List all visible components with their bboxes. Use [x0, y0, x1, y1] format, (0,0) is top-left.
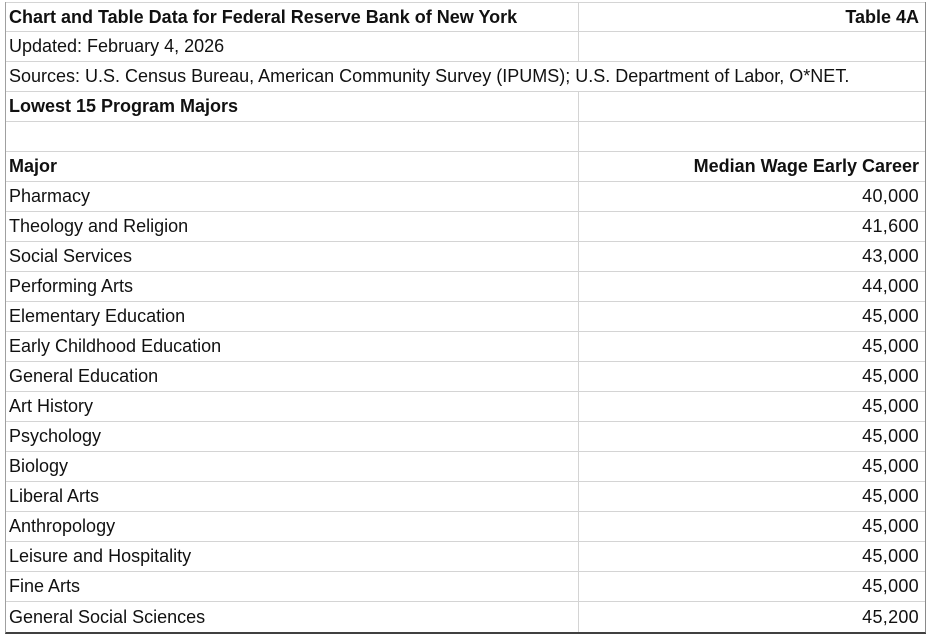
- sources-text[interactable]: Sources: U.S. Census Bureau, American Community Survey (IPUMS); U.S. Department of Labor, O*NET.: [9, 66, 850, 86]
- table-row: [6, 482, 925, 512]
- wage-cell[interactable]: 45,000: [862, 516, 919, 536]
- spreadsheet-table: [5, 2, 926, 634]
- major-cell[interactable]: General Social Sciences: [6, 602, 579, 632]
- wage-cell[interactable]: 43,000: [862, 246, 919, 266]
- major-cell[interactable]: Biology: [6, 452, 579, 481]
- wage-cell[interactable]: 45,000: [862, 366, 919, 386]
- table-row: [6, 302, 925, 332]
- major-cell[interactable]: Art History: [6, 392, 579, 421]
- header-row: [6, 152, 925, 182]
- major-cell[interactable]: Leisure and Hospitality: [6, 542, 579, 571]
- sources-row: [6, 62, 925, 92]
- major-cell[interactable]: Social Services: [6, 242, 579, 271]
- column-header-wage[interactable]: Median Wage Early Career: [693, 156, 919, 176]
- table-subtitle[interactable]: Lowest 15 Program Majors: [6, 92, 579, 121]
- major-cell[interactable]: Performing Arts: [6, 272, 579, 301]
- major-cell[interactable]: Elementary Education: [6, 302, 579, 331]
- table-row: [6, 422, 925, 452]
- wage-cell[interactable]: 45,000: [862, 486, 919, 506]
- wage-cell[interactable]: 45,000: [862, 456, 919, 476]
- updated-row: [6, 32, 925, 62]
- wage-cell[interactable]: 45,000: [862, 336, 919, 356]
- wage-cell[interactable]: 44,000: [862, 276, 919, 296]
- sheet-title[interactable]: Chart and Table Data for Federal Reserve Bank of New York: [6, 3, 579, 31]
- title-row: [6, 2, 925, 32]
- table-row: [6, 392, 925, 422]
- wage-cell[interactable]: 45,000: [862, 426, 919, 446]
- empty-cell[interactable]: [579, 92, 925, 121]
- wage-cell[interactable]: 41,600: [862, 216, 919, 236]
- empty-cell[interactable]: [6, 122, 579, 151]
- table-row: [6, 272, 925, 302]
- table-row: [6, 542, 925, 572]
- major-cell[interactable]: Fine Arts: [6, 572, 579, 601]
- table-row: [6, 512, 925, 542]
- table-row: [6, 242, 925, 272]
- wage-cell[interactable]: 45,000: [862, 396, 919, 416]
- table-row: [6, 212, 925, 242]
- major-cell[interactable]: Theology and Religion: [6, 212, 579, 241]
- major-cell[interactable]: Anthropology: [6, 512, 579, 541]
- table-row: [6, 572, 925, 602]
- table-row: [6, 602, 925, 632]
- wage-cell[interactable]: 45,000: [862, 546, 919, 566]
- wage-cell[interactable]: 45,200: [862, 606, 919, 627]
- table-row: [6, 452, 925, 482]
- major-cell[interactable]: Psychology: [6, 422, 579, 451]
- major-cell[interactable]: Early Childhood Education: [6, 332, 579, 361]
- wage-cell[interactable]: 40,000: [862, 186, 919, 206]
- major-cell[interactable]: General Education: [6, 362, 579, 391]
- updated-date[interactable]: Updated: February 4, 2026: [6, 32, 579, 61]
- table-row: [6, 362, 925, 392]
- subtitle-row: [6, 92, 925, 122]
- major-cell[interactable]: Liberal Arts: [6, 482, 579, 511]
- wage-cell[interactable]: 45,000: [862, 306, 919, 326]
- blank-row: [6, 122, 925, 152]
- column-header-major[interactable]: Major: [6, 152, 579, 181]
- empty-cell[interactable]: [579, 122, 925, 151]
- table-row: [6, 182, 925, 212]
- table-row: [6, 332, 925, 362]
- empty-cell[interactable]: [579, 32, 925, 61]
- table-id[interactable]: Table 4A: [845, 6, 919, 27]
- major-cell[interactable]: Pharmacy: [6, 182, 579, 211]
- wage-cell[interactable]: 45,000: [862, 576, 919, 596]
